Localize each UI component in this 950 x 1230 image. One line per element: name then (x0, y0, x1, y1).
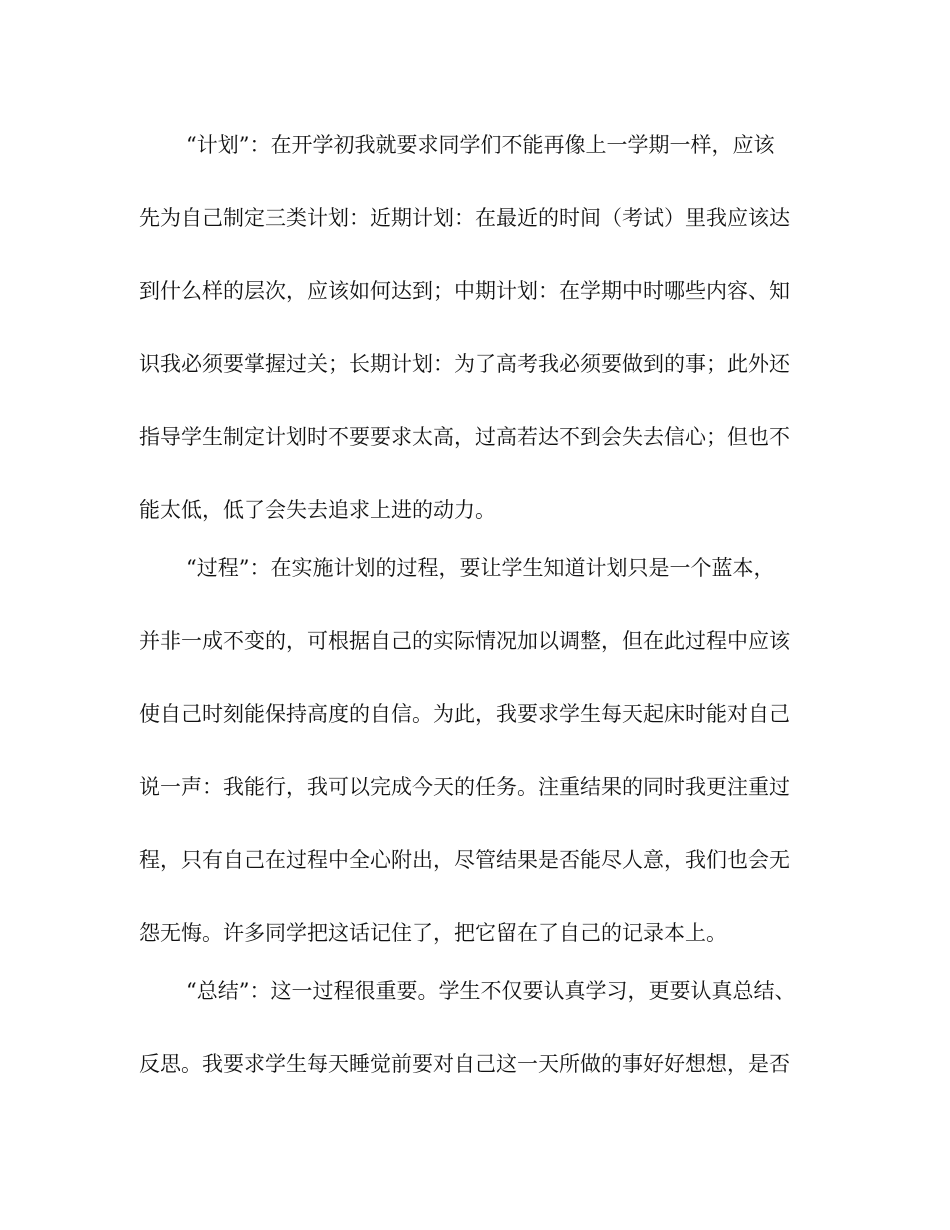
paragraph-plan-line-2: 先为自己制定三类计划：近期计划：在最近的时间（考试）里我应该达 (139, 206, 790, 230)
paragraph-plan-line-4: 识我必须要掌握过关；长期计划：为了高考我必须要做到的事；此外还 (139, 352, 790, 376)
paragraph-process-line-3: 使自己时刻能保持高度的自信。为此，我要求学生每天起床时能对自己 (139, 702, 790, 726)
paragraph-process-line-6: 怨无悔。许多同学把这话记住了，把它留在了自己的记录本上。 (139, 921, 727, 945)
paragraph-plan-line-3: 到什么样的层次，应该如何达到；中期计划：在学期中时哪些内容、知 (139, 279, 790, 303)
paragraph-plan-line-5: 指导学生制定计划时不要要求太高，过高若达不到会失去信心；但也不 (139, 425, 790, 449)
paragraph-process-line-4: 说一声：我能行，我可以完成今天的任务。注重结果的同时我更注重过 (139, 775, 790, 799)
paragraph-plan-line-6: 能太低，低了会失去追求上进的动力。 (139, 498, 496, 522)
paragraph-process-line-5: 程，只有自己在过程中全心附出，尽管结果是否能尽人意，我们也会无 (139, 848, 790, 872)
paragraph-summary-line-2: 反思。我要求学生每天睡觉前要对自己这一天所做的事好好想想，是否 (139, 1052, 790, 1076)
paragraph-summary-line-1: “总结”：这一过程很重要。学生不仅要认真学习，更要认真总结、 (186, 979, 796, 1003)
paragraph-process-line-2: 并非一成不变的，可根据自己的实际情况加以调整，但在此过程中应该 (139, 629, 790, 653)
paragraph-process-line-1: “过程”：在实施计划的过程，要让学生知道计划只是一个蓝本， (186, 556, 775, 580)
paragraph-plan-line-1: “计划”：在开学初我就要求同学们不能再像上一学期一样，应该 (186, 133, 775, 157)
